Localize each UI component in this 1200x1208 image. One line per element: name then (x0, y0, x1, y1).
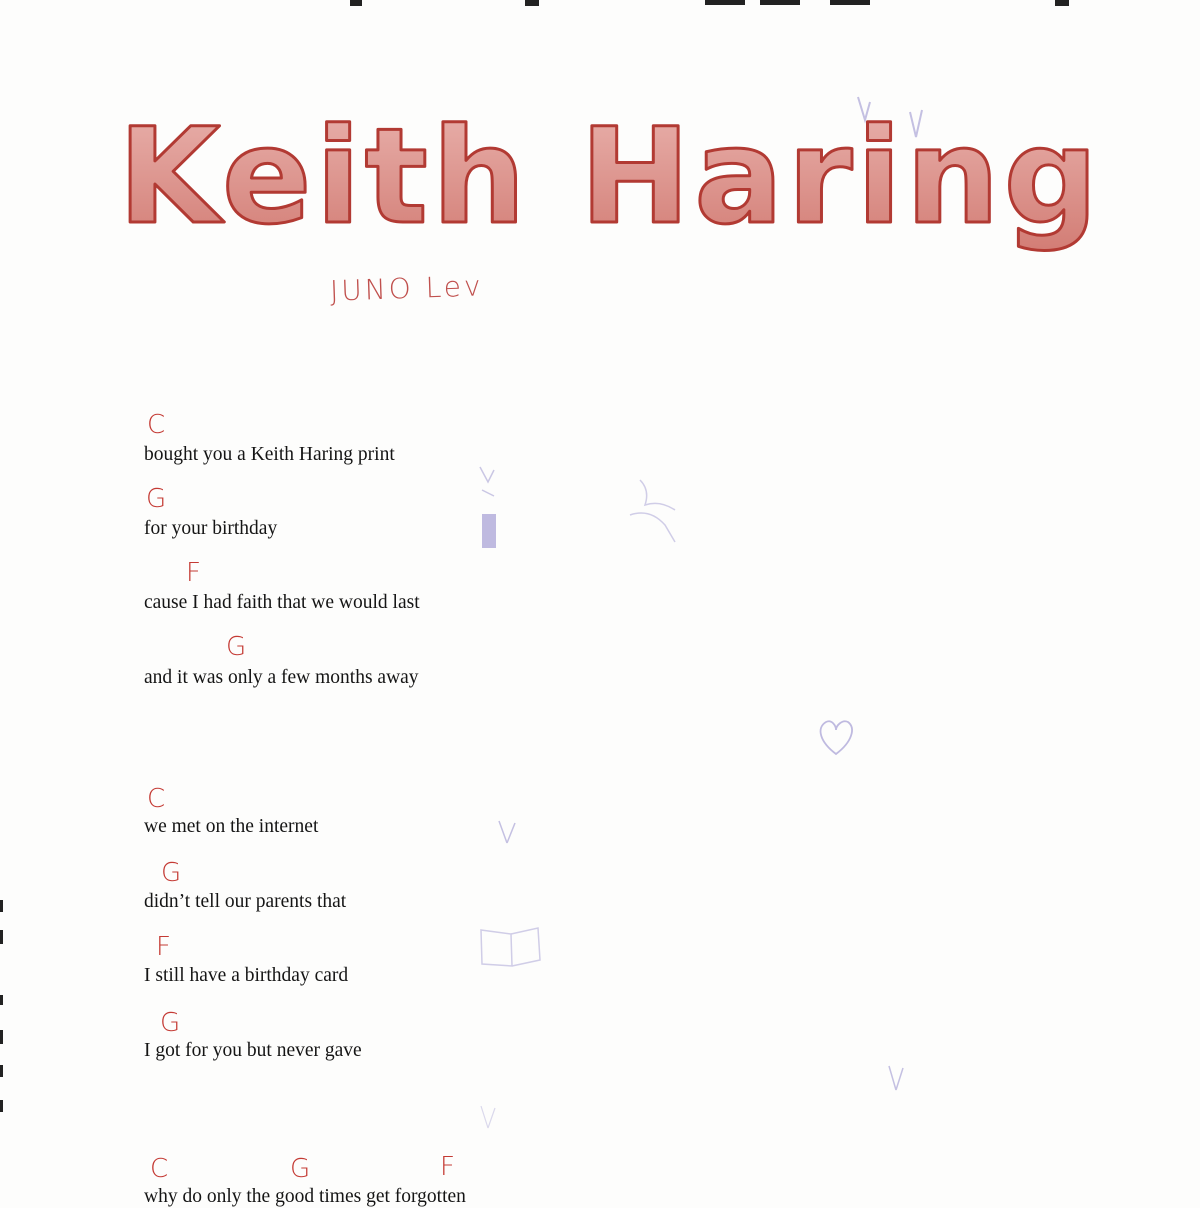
card-doodle-icon (476, 922, 546, 972)
left-scan-mark (0, 995, 3, 1005)
figure-doodle-icon (470, 462, 510, 557)
lyric-line: cause I had faith that we would last (144, 592, 420, 613)
lyric-line: and it was only a few months away (144, 667, 419, 688)
heart-doodle-icon (810, 712, 862, 762)
dancer-doodle-icon (620, 470, 700, 550)
lyric-line: we met on the internet (144, 816, 319, 837)
heart-doodle-icon (476, 1100, 500, 1134)
left-scan-mark (0, 1030, 3, 1044)
lyric-line: I still have a birthday card (144, 965, 349, 986)
lyric-line: why do only the good times get forgotten (144, 1186, 466, 1207)
chord-label: F (186, 558, 201, 588)
heart-doodle-icon (884, 1060, 908, 1096)
top-scan-mark (830, 0, 870, 5)
left-scan-mark (0, 1065, 3, 1077)
lyric-line: I got for you but never gave (144, 1040, 362, 1061)
lyric-line: didn’t tell our parents that (144, 891, 347, 912)
left-scan-mark (0, 1100, 3, 1112)
top-scan-mark (525, 0, 539, 6)
left-scan-mark (0, 930, 3, 944)
chord-label: G (226, 632, 247, 662)
chord-label: C (150, 1154, 169, 1184)
top-scan-mark (760, 0, 800, 5)
chord-label: C (147, 784, 166, 814)
song-author: JUNO Lev (329, 269, 485, 308)
top-scan-mark (705, 0, 745, 5)
chord-label: G (160, 1008, 181, 1038)
lyric-line: for your birthday (144, 518, 278, 539)
chord-label: G (161, 858, 182, 888)
left-scan-mark (0, 900, 3, 912)
chord-label: C (147, 410, 166, 440)
song-title-text: Keith Haring (118, 100, 1103, 254)
top-scan-mark (350, 0, 362, 6)
chord-label: G (290, 1154, 311, 1184)
top-scan-mark (1055, 0, 1069, 6)
chord-label: F (440, 1152, 455, 1182)
chord-label: G (146, 484, 167, 514)
star-doodle-icon (850, 92, 930, 152)
lyric-line: bought you a Keith Haring print (144, 444, 395, 465)
chord-label: F (156, 932, 171, 962)
heart-doodle-icon (495, 815, 519, 849)
